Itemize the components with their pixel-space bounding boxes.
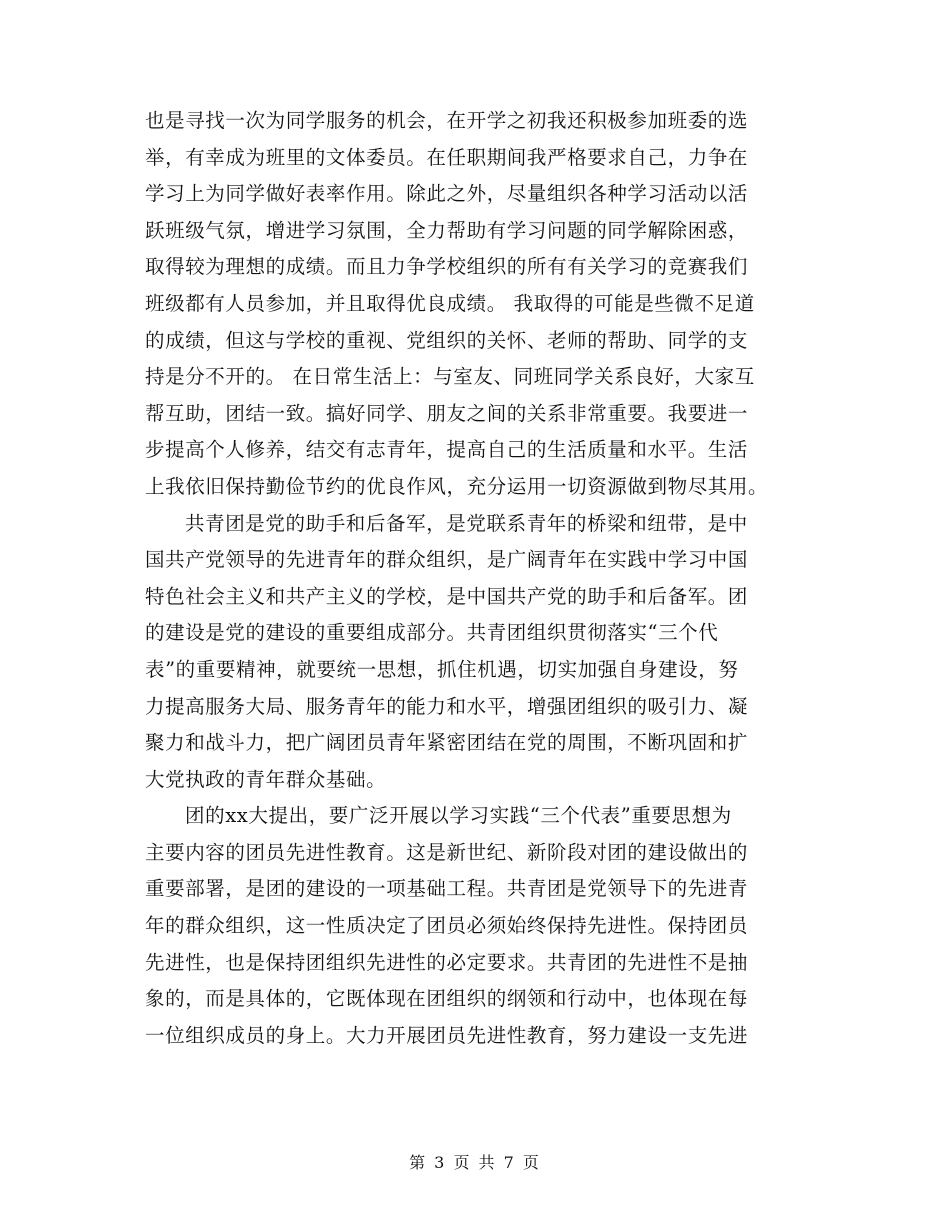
text-line: 的建设是党的建设的重要组成部分。共青团组织贯彻落实“三个代 [145, 621, 719, 645]
text-line: 特色社会主义和共产主义的学校，是中国共产党的助手和后备军。团 [145, 584, 749, 608]
body-text [145, 103, 810, 1054]
text-line: 年的群众组织，这一性质决定了团员必须始终保持先进性。保持团员 [145, 914, 749, 938]
text-line: 学习上为同学做好表率作用。除此之外，尽量组织各种学习活动以活 [145, 182, 749, 206]
text-line: 先进性，也是保持团组织先进性的必定要求。共青团的先进性不是抽 [145, 950, 749, 974]
text-line: 也是寻找一次为同学服务的机会，在开学之初我还积极参加班委的选 [145, 109, 749, 132]
text-line: 主要内容的团员先进性教育。这是新世纪、新阶段对团的建设做出的 [145, 840, 749, 864]
text-line: 大党执政的青年群众基础。 [145, 767, 387, 791]
text-line: 的成绩，但这与学校的重视、党组织的关怀、老师的帮助、同学的支 [145, 328, 749, 352]
text-line: 持是分不开的。 在日常生活上：与室友、同班同学关系良好，大家互 [145, 365, 755, 389]
paragraph-start-line: 团的xx大提出，要广泛开展以学习实践“三个代表”重要思想为 [185, 804, 732, 828]
text-line: 帮互助，团结一致。搞好同学、朋友之间的关系非常重要。我要进一 [145, 401, 749, 425]
text-line: 步提高个人修养，结交有志青年，提高自己的生活质量和水平。生活 [145, 438, 749, 462]
text-line: 国共产党领导的先进青年的群众组织，是广阔青年在实践中学习中国 [145, 548, 749, 572]
text-line: 上我依旧保持勤俭节约的优良作风，充分运用一切资源做到物尽其用。 [145, 474, 769, 498]
text-line: 聚力和战斗力，把广阔团员青年紧密团结在党的周围，不断巩固和扩 [145, 731, 749, 755]
text-line: 举，有幸成为班里的文体委员。在任职期间我严格要求自己，力争在 [145, 145, 749, 169]
paragraph-start-line: 共青团是党的助手和后备军，是党联系青年的桥梁和纽带，是中 [185, 511, 748, 535]
text-line: 表”的重要精神，就要统一思想，抓住机遇，切实加强自身建设，努 [145, 657, 739, 681]
page-number-footer: 第 3 页 共 7 页 [409, 1153, 541, 1172]
text-line: 重要部署，是团的建设的一项基础工程。共青团是党领导下的先进青 [145, 877, 749, 901]
text-line: 取得较为理想的成绩。而且力争学校组织的所有有关学习的竞赛我们 [145, 255, 749, 279]
text-line: 班级都有人员参加，并且取得优良成绩。 我取得的可能是些微不足道 [145, 291, 755, 315]
text-line: 一位组织成员的身上。大力开展团员先进性教育，努力建设一支先进 [145, 1023, 749, 1047]
text-line: 象的，而是具体的，它既体现在团组织的纲领和行动中，也体现在每 [145, 987, 749, 1011]
text-line: 力提高服务大局、服务青年的能力和水平，增强团组织的吸引力、凝 [145, 694, 749, 718]
text-line: 跃班级气氛，增进学习氛围，全力帮助有学习问题的同学解除困惑， [145, 218, 749, 242]
